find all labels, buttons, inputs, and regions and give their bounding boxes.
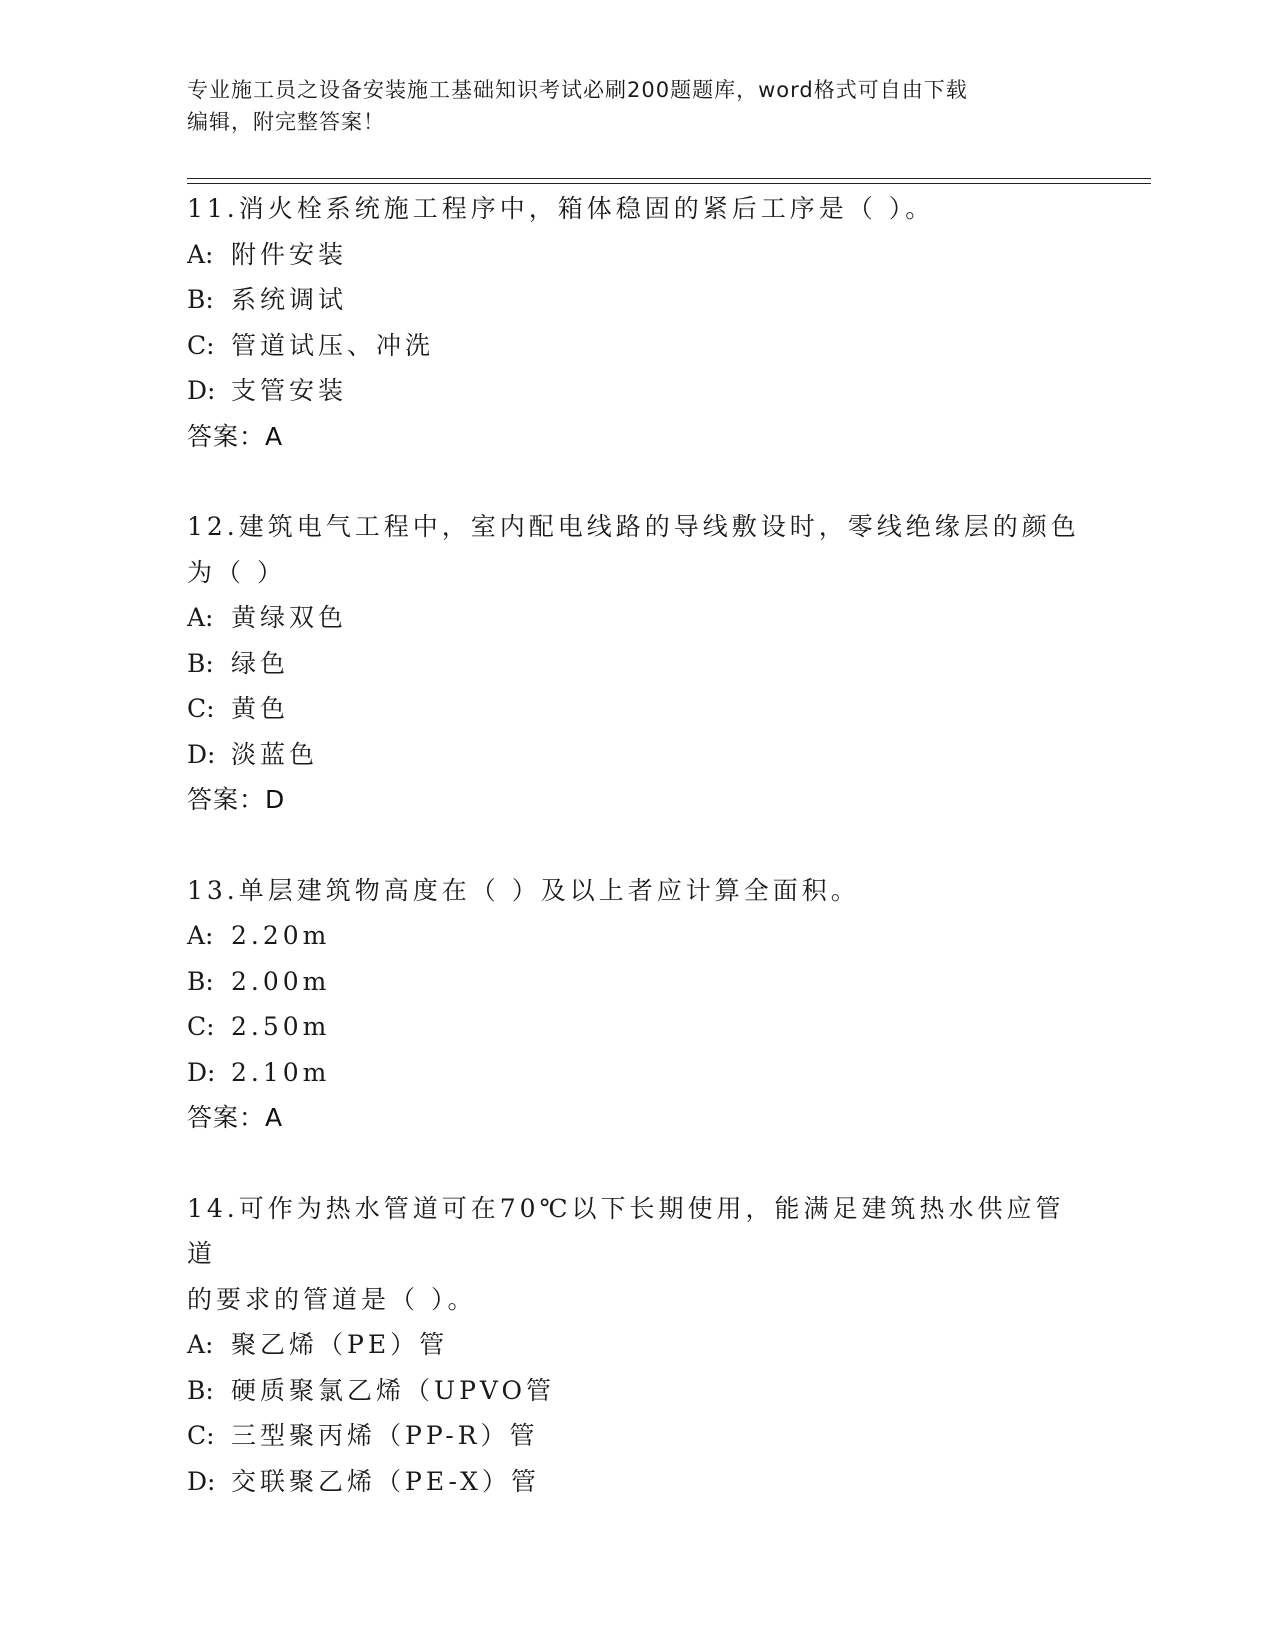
header-divider-bottom <box>187 183 1151 184</box>
option-letter: D: <box>187 739 216 769</box>
question-list <box>187 186 1087 1504</box>
option-text: 支管安装 <box>231 376 348 405</box>
option-text: 三型聚丙烯（PP-R）管 <box>231 1421 539 1450</box>
answer-option <box>187 732 1087 778</box>
answer-option <box>187 277 1087 323</box>
option-letter: C: <box>187 1012 215 1041</box>
option-text: 2.50m <box>231 1012 331 1041</box>
option-text: 聚乙烯（PE）管 <box>231 1330 449 1359</box>
answer-key: 答案：A <box>187 421 284 451</box>
question-block <box>187 504 1087 823</box>
option-letter: D: <box>187 376 216 405</box>
option-letter: A: <box>187 239 214 269</box>
option-text: 2.10m <box>231 1057 331 1087</box>
option-text: 淡蓝色 <box>231 739 319 769</box>
header-divider-top <box>187 178 1151 179</box>
answer-option <box>187 641 1087 687</box>
option-letter: A: <box>187 921 214 950</box>
option-text: 系统调试 <box>231 285 348 314</box>
question-stem: 14.可作为热水管道可在70℃以下长期使用，能满足建筑热水供应管道 <box>187 1193 1065 1268</box>
option-letter: C: <box>187 694 215 723</box>
answer-option <box>187 1322 1087 1368</box>
option-text: 硬质聚氯乙烯（UPVO管 <box>231 1375 556 1405</box>
answer-option <box>187 368 1087 414</box>
option-letter: B: <box>187 966 214 996</box>
option-letter: C: <box>187 330 215 360</box>
option-text: 绿色 <box>231 648 290 678</box>
answer-key: 答案：A <box>187 1103 284 1132</box>
option-letter: A: <box>187 603 214 632</box>
option-letter: C: <box>187 1421 215 1450</box>
answer-option <box>187 959 1087 1005</box>
option-letter: B: <box>187 285 214 314</box>
option-letter: D: <box>187 1057 216 1087</box>
header-line-2: 编辑，附完整答案！ <box>187 110 385 134</box>
answer-option <box>187 1368 1087 1414</box>
answer-option <box>187 323 1087 369</box>
question-block <box>187 1186 1087 1505</box>
answer-option <box>187 913 1087 959</box>
question-stem: 为（ ） <box>187 557 286 587</box>
answer-option <box>187 686 1087 732</box>
question-block <box>187 868 1087 1141</box>
option-letter: D: <box>187 1466 216 1496</box>
option-text: 黄色 <box>231 694 290 723</box>
option-letter: B: <box>187 648 214 678</box>
answer-option <box>187 595 1087 641</box>
question-stem: 12.建筑电气工程中，室内配电线路的导线敷设时，零线绝缘层的颜色 <box>187 512 1080 541</box>
answer-key: 答案：D <box>187 785 286 814</box>
option-letter: B: <box>187 1375 214 1405</box>
document-header <box>187 74 1087 138</box>
header-line-1: 专业施工员之设备安装施工基础知识考试必刷200题题库，word格式可自由下载 <box>187 78 968 102</box>
option-text: 附件安装 <box>231 239 348 269</box>
question-block <box>187 186 1087 459</box>
answer-option <box>187 1004 1087 1050</box>
option-text: 管道试压、冲洗 <box>231 330 435 360</box>
question-stem: 11.消火栓系统施工程序中，箱体稳固的紧后工序是（ ）。 <box>187 194 935 223</box>
answer-option <box>187 1050 1087 1096</box>
question-stem: 的要求的管道是（ ）。 <box>187 1284 477 1314</box>
option-text: 黄绿双色 <box>231 603 348 632</box>
option-text: 2.20m <box>231 921 331 950</box>
answer-option <box>187 1413 1087 1459</box>
question-stem: 13.单层建筑物高度在（ ）及以上者应计算全面积。 <box>187 875 860 905</box>
answer-option <box>187 1459 1087 1505</box>
answer-option <box>187 232 1087 278</box>
option-text: 2.00m <box>231 966 331 996</box>
option-text: 交联聚乙烯（PE-X）管 <box>231 1466 540 1496</box>
option-letter: A: <box>187 1330 214 1359</box>
